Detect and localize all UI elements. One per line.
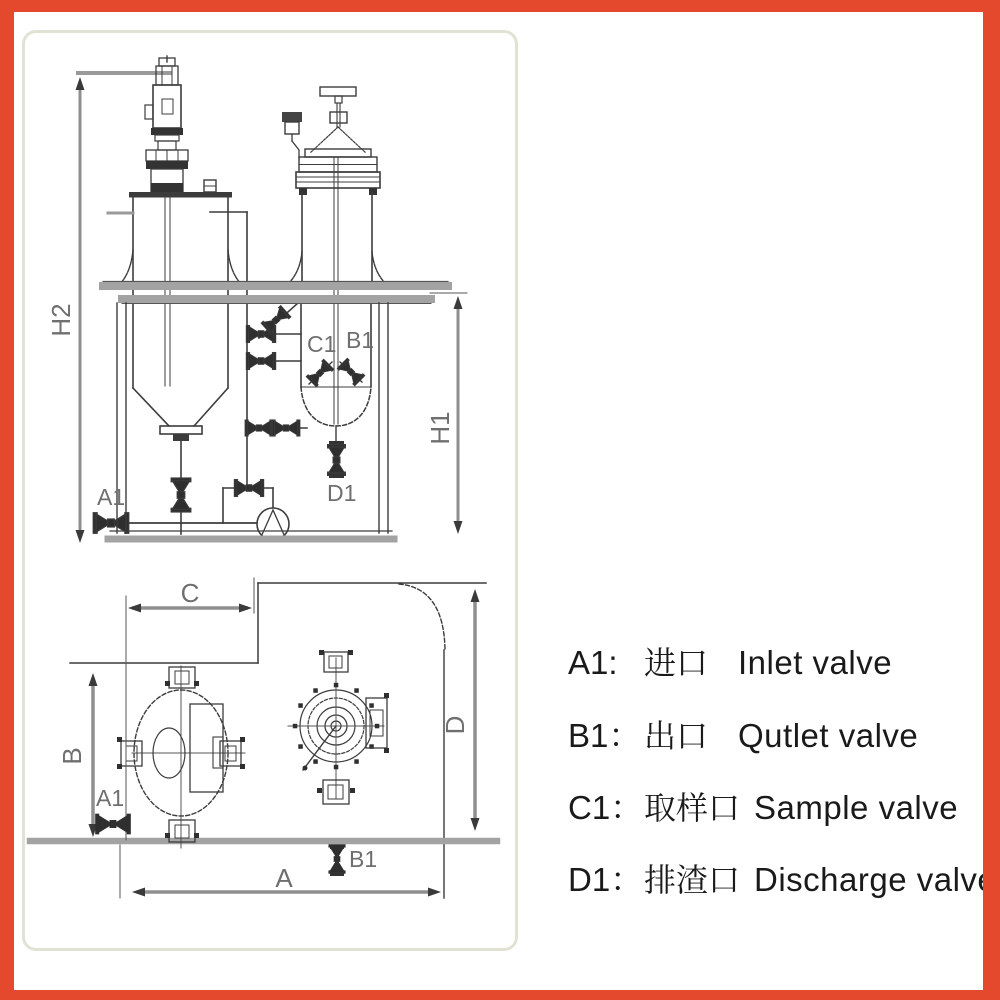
legend-english: Discharge valve	[754, 861, 997, 898]
tank-top-plate	[129, 192, 232, 198]
front-label-b1: B1	[346, 327, 375, 353]
plan-label-b1: B1	[349, 846, 378, 872]
outlet-valve-symbol	[328, 844, 345, 873]
legend-english: Inlet valve	[738, 644, 893, 681]
legend-row-discharge	[568, 854, 997, 898]
front-label-c1: C1	[307, 331, 337, 357]
legend-english: Sample valve	[754, 789, 959, 826]
legend-code: B1：	[568, 717, 642, 754]
h1-label: H1	[425, 411, 455, 445]
pump	[257, 508, 289, 540]
plan-view	[30, 578, 497, 898]
b-label: B	[57, 747, 87, 765]
d-label: D	[440, 715, 470, 735]
davit-lifting-device	[310, 87, 366, 153]
legend-row-sample	[568, 782, 996, 826]
legend-row-outlet	[568, 710, 996, 754]
plan-inlet	[95, 785, 131, 834]
inlet-valve-symbol	[95, 814, 131, 835]
plan-label-a1: A1	[96, 785, 125, 811]
filter-vessel	[282, 87, 386, 444]
h2-label: H2	[46, 303, 76, 337]
a-label: A	[275, 863, 293, 893]
front-label-d1: D1	[327, 480, 357, 506]
valve-symbol	[272, 420, 300, 436]
lid-side-valve	[282, 112, 302, 158]
tank-plan	[117, 666, 245, 848]
plan-outlet	[328, 844, 377, 876]
legend-english: Qutlet valve	[738, 717, 919, 754]
motor-body	[153, 85, 181, 128]
dimension-h1	[425, 293, 467, 534]
discharge-valve-symbol	[328, 445, 346, 476]
legend-code: C1：	[568, 789, 644, 826]
valve-symbol	[245, 420, 273, 436]
filter-plan	[288, 650, 389, 804]
valve-symbol	[246, 352, 275, 369]
valve-legend	[568, 638, 996, 926]
legend-chinese: 进口	[644, 645, 709, 681]
legend-row-inlet	[568, 638, 996, 681]
c-label: C	[180, 578, 200, 608]
dimension-d	[440, 589, 480, 831]
platform	[103, 282, 448, 304]
legend-code: D1：	[568, 861, 644, 898]
legend-chinese: 排渣口	[644, 862, 741, 898]
tank-drain-valve-symbol	[171, 478, 191, 512]
legend-code: A1:	[568, 644, 618, 681]
front-label-a1: A1	[97, 484, 126, 510]
inlet-valve-symbol	[93, 513, 129, 534]
manway-door	[190, 704, 223, 792]
motor-tab	[145, 105, 153, 119]
legend-chinese: 取样口	[644, 790, 741, 826]
valve-symbol	[234, 479, 263, 496]
front-view	[46, 56, 467, 543]
agitator-motor	[145, 56, 188, 192]
dimension-b	[57, 673, 98, 837]
legend-chinese: 出口	[644, 718, 709, 754]
dimension-a	[120, 845, 441, 898]
dimension-h2	[46, 77, 85, 543]
